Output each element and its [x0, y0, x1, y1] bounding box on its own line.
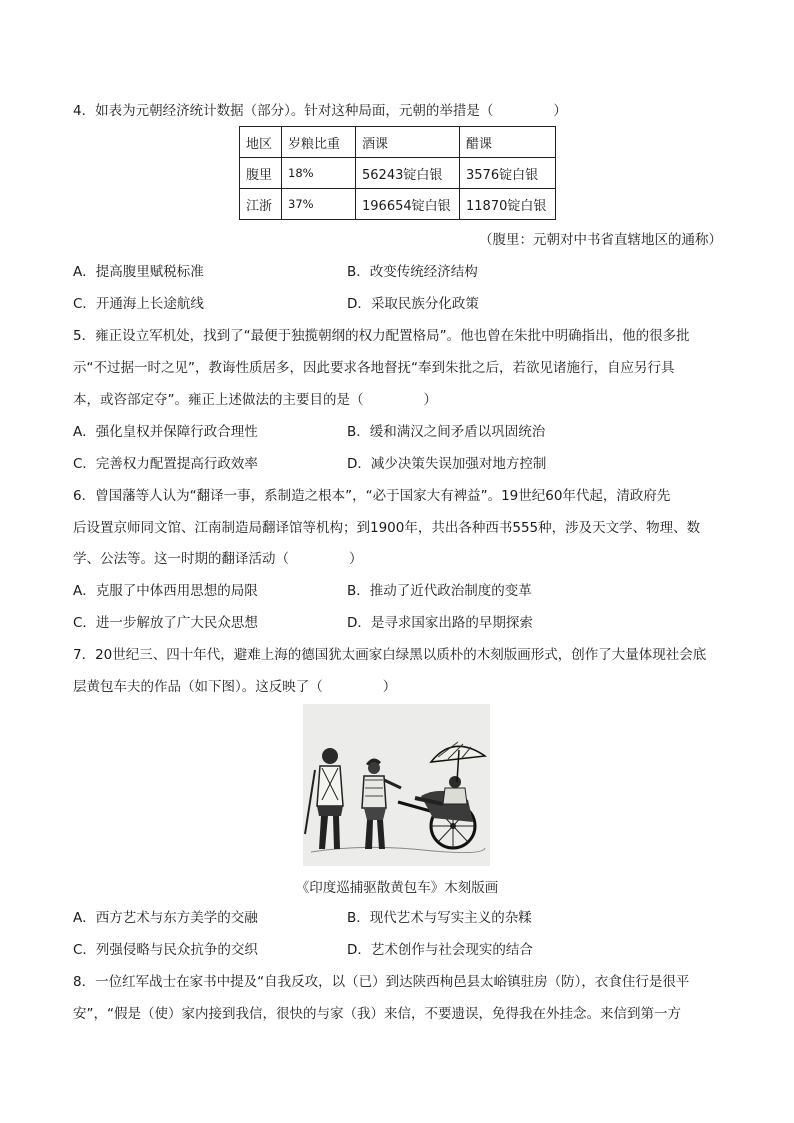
q4-option-c[interactable]: C．开通海上长途航线	[73, 296, 204, 312]
woodcut-rickshaw-illustration	[303, 704, 490, 866]
q6-option-b[interactable]: B．推动了近代政治制度的变革	[347, 583, 532, 599]
q6-stem-line-1: 6．曾国藩等人认为“翻译一事，系制造之根本”，“必于国家大有裨益”。19世纪60年代起，清政府先	[73, 488, 671, 504]
table-cell: 56243锭白银	[356, 158, 460, 189]
table-cell: 江浙	[240, 189, 282, 220]
woodcut-rickshaw-drawing	[303, 704, 490, 866]
q4-note: （腹里：元朝对中书省直辖地区的通称）	[479, 232, 722, 248]
q4-option-b[interactable]: B．改变传统经济结构	[347, 264, 478, 280]
table-cell: 腹里	[240, 158, 282, 189]
q5-option-b[interactable]: B．缓和满汉之间矛盾以巩固统治	[347, 424, 546, 440]
q8-stem-line-1: 8．一位红军战士在家书中提及“自我反攻，以（已）到达陕西栒邑县太峪镇驻房（防），衣食住行是很平	[73, 974, 690, 990]
q6-option-a[interactable]: A．克服了中体西用思想的局限	[73, 583, 258, 599]
q7-option-d[interactable]: D．艺术创作与社会现实的结合	[347, 942, 533, 958]
table-header-cell: 酒课	[356, 127, 460, 158]
q4-stem: 4．如表为元朝经济统计数据（部分）。针对这种局面，元朝的举措是（ ）	[73, 103, 567, 119]
table-row	[240, 158, 556, 189]
q6-option-d[interactable]: D．是寻求国家出路的早期探索	[347, 615, 533, 631]
q5-option-d[interactable]: D．减少决策失误加强对地方控制	[347, 456, 547, 472]
table-header-cell: 地区	[240, 127, 282, 158]
q6-stem-line-3: 学、公法等。这一时期的翻译活动（ ）	[73, 551, 363, 567]
q5-stem-line-2: 示“不过据一时之见”，教诲性质居多，因此要求各地督抚“奉到朱批之后，若欲见诸施行，自应另行具	[73, 360, 675, 376]
table-cell: 18%	[282, 158, 356, 189]
q7-option-c[interactable]: C．列强侵略与民众抗争的交织	[73, 942, 258, 958]
table-header-cell: 岁粮比重	[282, 127, 356, 158]
q4-option-d[interactable]: D．采取民族分化政策	[347, 296, 479, 312]
table-cell: 11870锭白银	[460, 189, 556, 220]
table-cell: 37%	[282, 189, 356, 220]
q5-stem-line-1: 5．雍正设立军机处，找到了“最便于独揽朝纲的权力配置格局”。他也曾在朱批中明确指出，他的很多批	[73, 328, 690, 344]
q6-option-c[interactable]: C．进一步解放了广大民众思想	[73, 615, 258, 631]
table-header-cell: 醋课	[460, 127, 556, 158]
table-cell: 196654锭白银	[356, 189, 460, 220]
q6-stem-line-2: 后设置京师同文馆、江南制造局翻译馆等机构；到1900年，共出各种西书555种，涉及天文学、物理、数	[73, 520, 701, 536]
q8-stem-line-2: 安”，“假是（使）家内接到我信，很快的与家（我）来信，不要遗误，免得我在外挂念。来信到第一方	[73, 1006, 681, 1022]
table-header-row	[240, 127, 556, 158]
table-cell: 3576锭白银	[460, 158, 556, 189]
q7-stem-line-2: 层黄包车夫的作品（如下图）。这反映了（ ）	[73, 679, 397, 695]
q7-option-b[interactable]: B．现代艺术与写实主义的杂糅	[347, 910, 532, 926]
q5-option-c[interactable]: C．完善权力配置提高行政效率	[73, 456, 258, 472]
q7-stem-line-1: 7．20世纪三、四十年代，避难上海的德国犹太画家白绿黑以质朴的木刻版画形式，创作了大量体现社会底	[73, 647, 707, 663]
q7-option-a[interactable]: A．西方艺术与东方美学的交融	[73, 910, 258, 926]
table-row	[240, 189, 556, 220]
q5-stem-line-3: 本，或咨部定夺”。雍正上述做法的主要目的是（ ）	[73, 392, 437, 408]
figure-caption: 《印度巡捕驱散黄包车》木刻版画	[295, 880, 499, 896]
q5-option-a[interactable]: A．强化皇权并保障行政合理性	[73, 424, 258, 440]
q4-data-table	[239, 126, 556, 220]
q4-option-a[interactable]: A．提高腹里赋税标准	[73, 264, 204, 280]
